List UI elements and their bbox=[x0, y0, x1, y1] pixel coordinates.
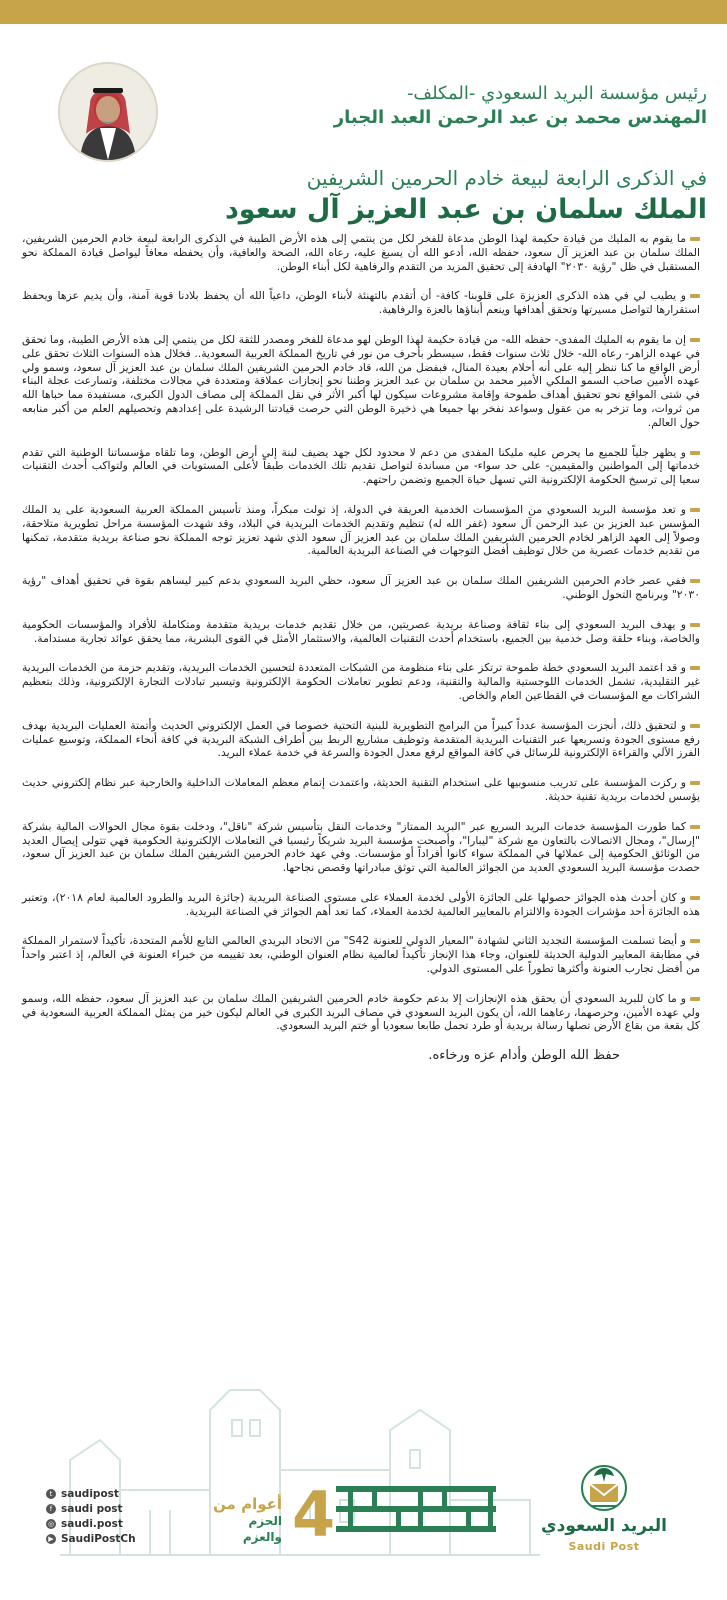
paragraph: و لتحقيق ذلك، أنجزت المؤسسة عدداً كبيراً من البرامج التطويرية للبنية التحتية خصوصا في العمل الإلكتروني الحديث وأتمتة العمليات البريدية بهدف رفع مستوى الجودة وتسريعها عبر التقنيات البريدية المتقدمة وتوظيف مشاريع الربط بين أطراف الشبكة البريدية في كافة أنحاء المملكة، وتوسيع عمليات الفرز الآلي والقراءة الإلكترونية للرسائل في كافة المواقع لرفع معدل الجودة والسرعة في خدمة عملاء البريد. bbox=[22, 718, 700, 760]
slogan bbox=[212, 1495, 282, 1545]
headline bbox=[67, 164, 707, 228]
bullet-mark bbox=[690, 237, 700, 241]
paragraph: ففي عصر خادم الحرمين الشريفين الملك سلمان بن عبد العزيز آل سعود، حظي البريد السعودي بدعم كبير ليساهم بقوة في تحقيق أهداف "رؤية ٢٠٣٠" وبرنامج التحول الوطني. bbox=[22, 574, 700, 601]
social-item-youtube[interactable] bbox=[46, 1531, 186, 1546]
headline-main: الملك سلمان بن عبد العزيز آل سعود bbox=[224, 194, 707, 225]
paragraph: و ركزت المؤسسة على تدريب منسوبيها على استخدام التقنية الحديثة، واعتمدت إتمام معظم المعاملات الداخلية والخارجية عبر نظام إلكتروني حديث يؤسس لخدمات بريدية تقنية حديثة. bbox=[22, 776, 700, 803]
headline-sub: في الذكرى الرابعة لبيعة خادم الحرمين الشريفين bbox=[306, 166, 707, 190]
social-handle: saudi post bbox=[61, 1502, 123, 1515]
logo-name-ar: البريد السعودي bbox=[541, 1516, 667, 1536]
portrait-photo bbox=[58, 62, 158, 162]
paragraph: و يهدف البريد السعودي إلى بناء ثقافة وصناعة بريدية عصريتين، من خلال تقديم خدمات بريدية متقدمة ومتكاملة للأفراد والمؤسسات الحكومية والخاصة، وبناء حلقة وصل خدمية بين الجميع، باستخدام أحدث التقنيات العالمية، والاستثمار الأمثل في القوى البشرية، مما يحقق عوائد تجارية مستدامة. bbox=[22, 617, 700, 645]
paragraph: و أيضا تسلمت المؤسسة التجديد الثاني لشهادة "المعيار الدولي للعنونة S42" من الاتحاد البريدي العالمي التابع للأمم المتحدة، تأكيداً لاستمرار المملكة في مطابقة المعايير الدولية الحديثة للعنوان، وجاء هذا الإنجاز تأكيداً لعالمية نظام العنوان الوطني، بعد تقييمه من خبراء العنونة في العالم، إذ اعتبر واحداً من أفضل تجارب العنونة وأكثرها تطوراً على المستوى الدولي. bbox=[22, 934, 700, 976]
instagram-icon: ◎ bbox=[47, 1519, 55, 1528]
anniversary-number: 4 bbox=[292, 1478, 336, 1542]
bullet-mark bbox=[690, 997, 700, 1001]
paragraph: ما يقوم به المليك من قيادة حكيمة لهذا الوطن مدعاة للفخر لكل من ينتمي إلى هذه الأرض الطيبة في الذكرى الرابعة لبيعة خادم الحرمين الشريفين، الملك سلمان بن عبد العزيز آل سعود، حفظه الله، أدعو الله أن يسبغ عليه، رعاه الله، الصحة والعافية، وأن يحفظه معافاً ليواصل قيادة المملكة نحو المستقبل في ظل "رؤية ٢٠٣٠" الهادفة إلى تحقيق المزيد من التقدم والرفاهية لكل أبناء الوطن. bbox=[22, 232, 700, 273]
closing-line: حفظ الله الوطن وأدام عزه ورخاءه. bbox=[428, 1048, 620, 1064]
logo-name-en: Saudi Post bbox=[568, 1540, 640, 1553]
social-handle: SaudiPostCh bbox=[61, 1532, 136, 1545]
paragraph: و ما كان للبريد السعودي أن يحقق هذه الإنجازات إلا بدعم حكومة خادم الحرمين الشريفين الملك سلمان بن عبد العزيز آل سعود، حفظه الله، وسمو ولي عهده الأمين، وحرصهما، رعاهما الله، أن يكون البريد السعودي في مصاف البريد الكبرى في العالم ليكون خير من يمثل المملكة العربية السعودية في كل بقعة من بقاع الأرض تصلها رسالة بريدية أو طرد تحمل طابعا سعوديا أو ختم البريد السعودي. bbox=[22, 991, 700, 1033]
person-name: المهندس محمد بن عبد الرحمن العبد الجبار bbox=[333, 107, 707, 128]
facebook-icon: f bbox=[46, 1504, 56, 1514]
social-item-instagram[interactable] bbox=[46, 1516, 186, 1531]
saudi-post-logo bbox=[534, 1462, 674, 1562]
anniversary-calligraphy-logo bbox=[288, 1478, 506, 1542]
bullet-mark bbox=[690, 666, 700, 670]
bullet-mark bbox=[690, 451, 700, 455]
paragraph: و كان أحدث هذه الجوائز حصولها على الجائزة الأولى لخدمة العملاء على مستوى الصناعة البريدية (جائزة البريد والطرود العالمية لعام ٢٠١٨)، وتعتبر هذه الجائزة أحد مؤشرات الجودة والالتزام بالمعايير العالمية لخدمة العملاء، كما تعد أهم الجوائز في الصناعة البريدية. bbox=[22, 890, 700, 918]
person-block bbox=[207, 82, 707, 130]
social-item-facebook[interactable] bbox=[46, 1501, 186, 1516]
emblem-icon bbox=[534, 1462, 674, 1518]
paragraph: و قد اعتمد البريد السعودي خطة طموحة ترتكز على بناء منظومة من الشبكات المتعددة لتحسين الخدمات البريدية، وتقديم حزمة من الخدمات البريدية غير التقليدية، تشمل الخدمات اللوجستية والمالية والتقنية، ودعم تطوير تعاملات الحكومة الإلكترونية وتيسير تبادلات التجارة الإلكترونية، وذلك بتعظيم الشراكات مع المؤسسات في القطاعين العام والخاص. bbox=[22, 661, 700, 702]
twitter-icon: t bbox=[46, 1489, 56, 1499]
social-handle: saudipost bbox=[61, 1487, 119, 1500]
paragraph: و يظهر جلياً للجميع ما يحرص عليه مليكنا المفدى من دعم لا محدود لكل جهد يضيف لبنة إلى أرض الوطن، وما تلقاه مؤسساتنا الوطنية التي تقدم خدماتها إلى المواطنين والمقيمين- على حد سواء- من مساندة لتواصل تقديم تلك الخدمات طبقاً لأعلى المستويات في العالم ولتواكب أحدث التقنيات سعيا إلى ترسيخ الحكومة الإلكترونية التي تسهل حياة الجميع وتضمن راحتهم. bbox=[22, 445, 700, 487]
bullet-mark bbox=[690, 896, 700, 900]
article-body bbox=[22, 232, 700, 1063]
bullet-mark bbox=[690, 338, 700, 342]
bullet-mark bbox=[690, 508, 700, 512]
paragraph: إن ما يقوم به المليك المفدى- حفظه الله- من قيادة حكيمة لهذا الوطن لهو مدعاة للفخر ومصدر للثقة لكل من ينتمي إلى هذه الأرض الطيبة، وما تحقق في عهده الزاهر- رعاه الله- خلال ثلاث سنوات فقط، سيسطر بأحرف من نور في تاريخ المملكة العربية السعودية.. فخلال هذه السنوات الثلاث تحقق على أرض الواقع ما كنا ننظر إليه على أنه أحلام بعيدة المنال، فبفضل من الله، قاد خادم الحرمين الشريفين الملك سلمان بن عبد العزيز آل سعود، وسمو ولي عهده الأمين صاحب السمو الملكي الأمير محمد بن سلمان بن عبد العزيز وطننا نحو إنجازات عملاقة ومتعددة في مجالات مختلفة، وتسارعت عجلة البناء في شتى المواقع نحو تحقيق أهداف طموحة وإقامة مشروعات سيكون لها أكبر الأثر في نقل المملكة إلى مصاف الدول الكبرى، مستفيدة مما حباها الله من ثروات، وما تزخر به من عقول وسواعد نفخر بها جميعا هي ذخيرة الوطن التي حرصت قيادتنا الرشيدة على إعدادهم وتحصيلهم العلم من أكبر منابعه حول العالم. bbox=[22, 332, 700, 429]
bullet-mark bbox=[690, 623, 700, 627]
bullet-mark bbox=[690, 939, 700, 943]
bullet-mark bbox=[690, 724, 700, 728]
person-title: رئيس مؤسسة البريد السعودي -المكلف- bbox=[406, 83, 707, 104]
bullet-mark bbox=[690, 294, 700, 298]
bullet-mark bbox=[690, 781, 700, 785]
paragraph: و تعد مؤسسة البريد السعودي من المؤسسات الخدمية العريقة في الدولة، إذ تولت مبكراً، ومنذ تأسيس المملكة العربية السعودية على يد الملك المؤسس عبد العزيز بن عبد الرحمن آل سعود (غفر الله له) تنظيم وتقديم الخدمات البريدية في البلاد، وقد شهدت المؤسسة مراحل تطويرية متلاحقة، وصولاً إلى العهد الزاهر لخادم الحرمين الشريفين الملك سلمان بن عبد العزيز آل سعود الذي شهد تعزيز توجه المملكة نحو صناعة بريدية متقدمة، تمكنها من تقديم خدمات عصرية من خلال توظيف أفضل التوجهات في الصناعة البريدية العالمية. bbox=[22, 502, 700, 558]
slogan-line2: الحزم والعزم bbox=[242, 1514, 282, 1544]
youtube-icon: ▶ bbox=[46, 1534, 56, 1544]
social-item-twitter[interactable] bbox=[46, 1486, 186, 1501]
bullet-mark bbox=[690, 825, 700, 829]
paragraph: كما طورت المؤسسة خدمات البريد السريع عبر "البريد الممتاز" وخدمات النقل بتأسيس شركة "ناقل"، ودخلت بقوة مجال الحوالات المالية بشركة "إرسال"، ومجال الاتصالات بالتعاون مع شركة "ليبارا"، وأصبحت مؤسسة البريد شريكاً رئيسيا في التعاملات الإلكترونية الحكومية فهي تتولى إيصال العديد من الوثائق الحكومية إلى عملائها في المملكة سواء كانوا أفراداً أو مؤسسات. وفي عهد خادم الحرمين الشريفين الملك سلمان بن عبد العزيز آل سعود، حصدت مؤسسة البريد السعودي العديد من الجوائز العالمية التي توثق مبادراتها وقصص نجاحها. bbox=[22, 819, 700, 875]
social-handle: saudi.post bbox=[61, 1517, 123, 1530]
social-links bbox=[46, 1486, 186, 1546]
slogan-line1: أعوام من bbox=[213, 1495, 282, 1513]
paragraph: و يطيب لي في هذه الذكرى العزيزة على قلوبنا- كافة- أن أتقدم بالتهنئة لأبناء الوطن، داعياً الله أن يحفظ بلادنا قوية آمنة، وأن يديم عزها ويحفظ استقرارها لتواصل مسيرتها وتحقق أهدافها وينعم أبناؤها بالعزة والرفاهية. bbox=[22, 289, 700, 317]
bullet-mark bbox=[690, 579, 700, 583]
top-gold-bar bbox=[0, 0, 727, 24]
